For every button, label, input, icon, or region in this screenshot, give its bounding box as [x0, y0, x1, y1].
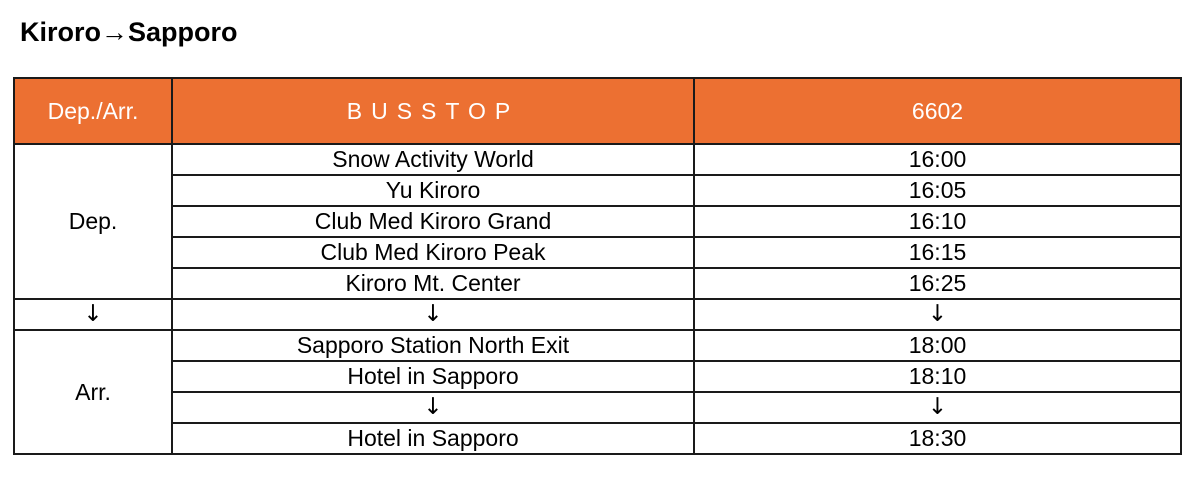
stop-cell: Sapporo Station North Exit — [172, 330, 694, 361]
stop-cell: Club Med Kiroro Grand — [172, 206, 694, 237]
table-row — [14, 361, 1181, 392]
table-row — [14, 268, 1181, 299]
stop-cell: Club Med Kiroro Peak — [172, 237, 694, 268]
bus-timetable — [13, 77, 1182, 455]
down-arrow-icon: ↓ — [694, 392, 1181, 423]
column-header-busstop: BUSSTOP — [172, 78, 694, 144]
time-cell: 16:25 — [694, 268, 1181, 299]
time-cell: 18:10 — [694, 361, 1181, 392]
time-cell: 16:05 — [694, 175, 1181, 206]
page-title: Kiroro→Sapporo — [20, 17, 238, 47]
transfer-row — [14, 392, 1181, 423]
column-header-dep-arr: Dep./Arr. — [14, 78, 172, 144]
transfer-row — [14, 299, 1181, 330]
stop-cell: Yu Kiroro — [172, 175, 694, 206]
group-label-arr: Arr. — [14, 330, 172, 454]
stop-cell: Snow Activity World — [172, 144, 694, 175]
down-arrow-icon: ↓ — [14, 299, 172, 330]
time-cell: 16:00 — [694, 144, 1181, 175]
group-label-dep: Dep. — [14, 144, 172, 299]
down-arrow-icon: ↓ — [172, 392, 694, 423]
stop-cell: Hotel in Sapporo — [172, 423, 694, 454]
table-row — [14, 423, 1181, 454]
table-row — [14, 330, 1181, 361]
table-row — [14, 144, 1181, 175]
header-row — [14, 78, 1181, 144]
time-cell: 18:30 — [694, 423, 1181, 454]
table-row — [14, 175, 1181, 206]
table-row — [14, 206, 1181, 237]
stop-cell: Kiroro Mt. Center — [172, 268, 694, 299]
time-cell: 18:00 — [694, 330, 1181, 361]
time-cell: 16:10 — [694, 206, 1181, 237]
stop-cell: Hotel in Sapporo — [172, 361, 694, 392]
column-header-bus-number: 6602 — [694, 78, 1181, 144]
time-cell: 16:15 — [694, 237, 1181, 268]
down-arrow-icon: ↓ — [172, 299, 694, 330]
table-row — [14, 237, 1181, 268]
down-arrow-icon: ↓ — [694, 299, 1181, 330]
